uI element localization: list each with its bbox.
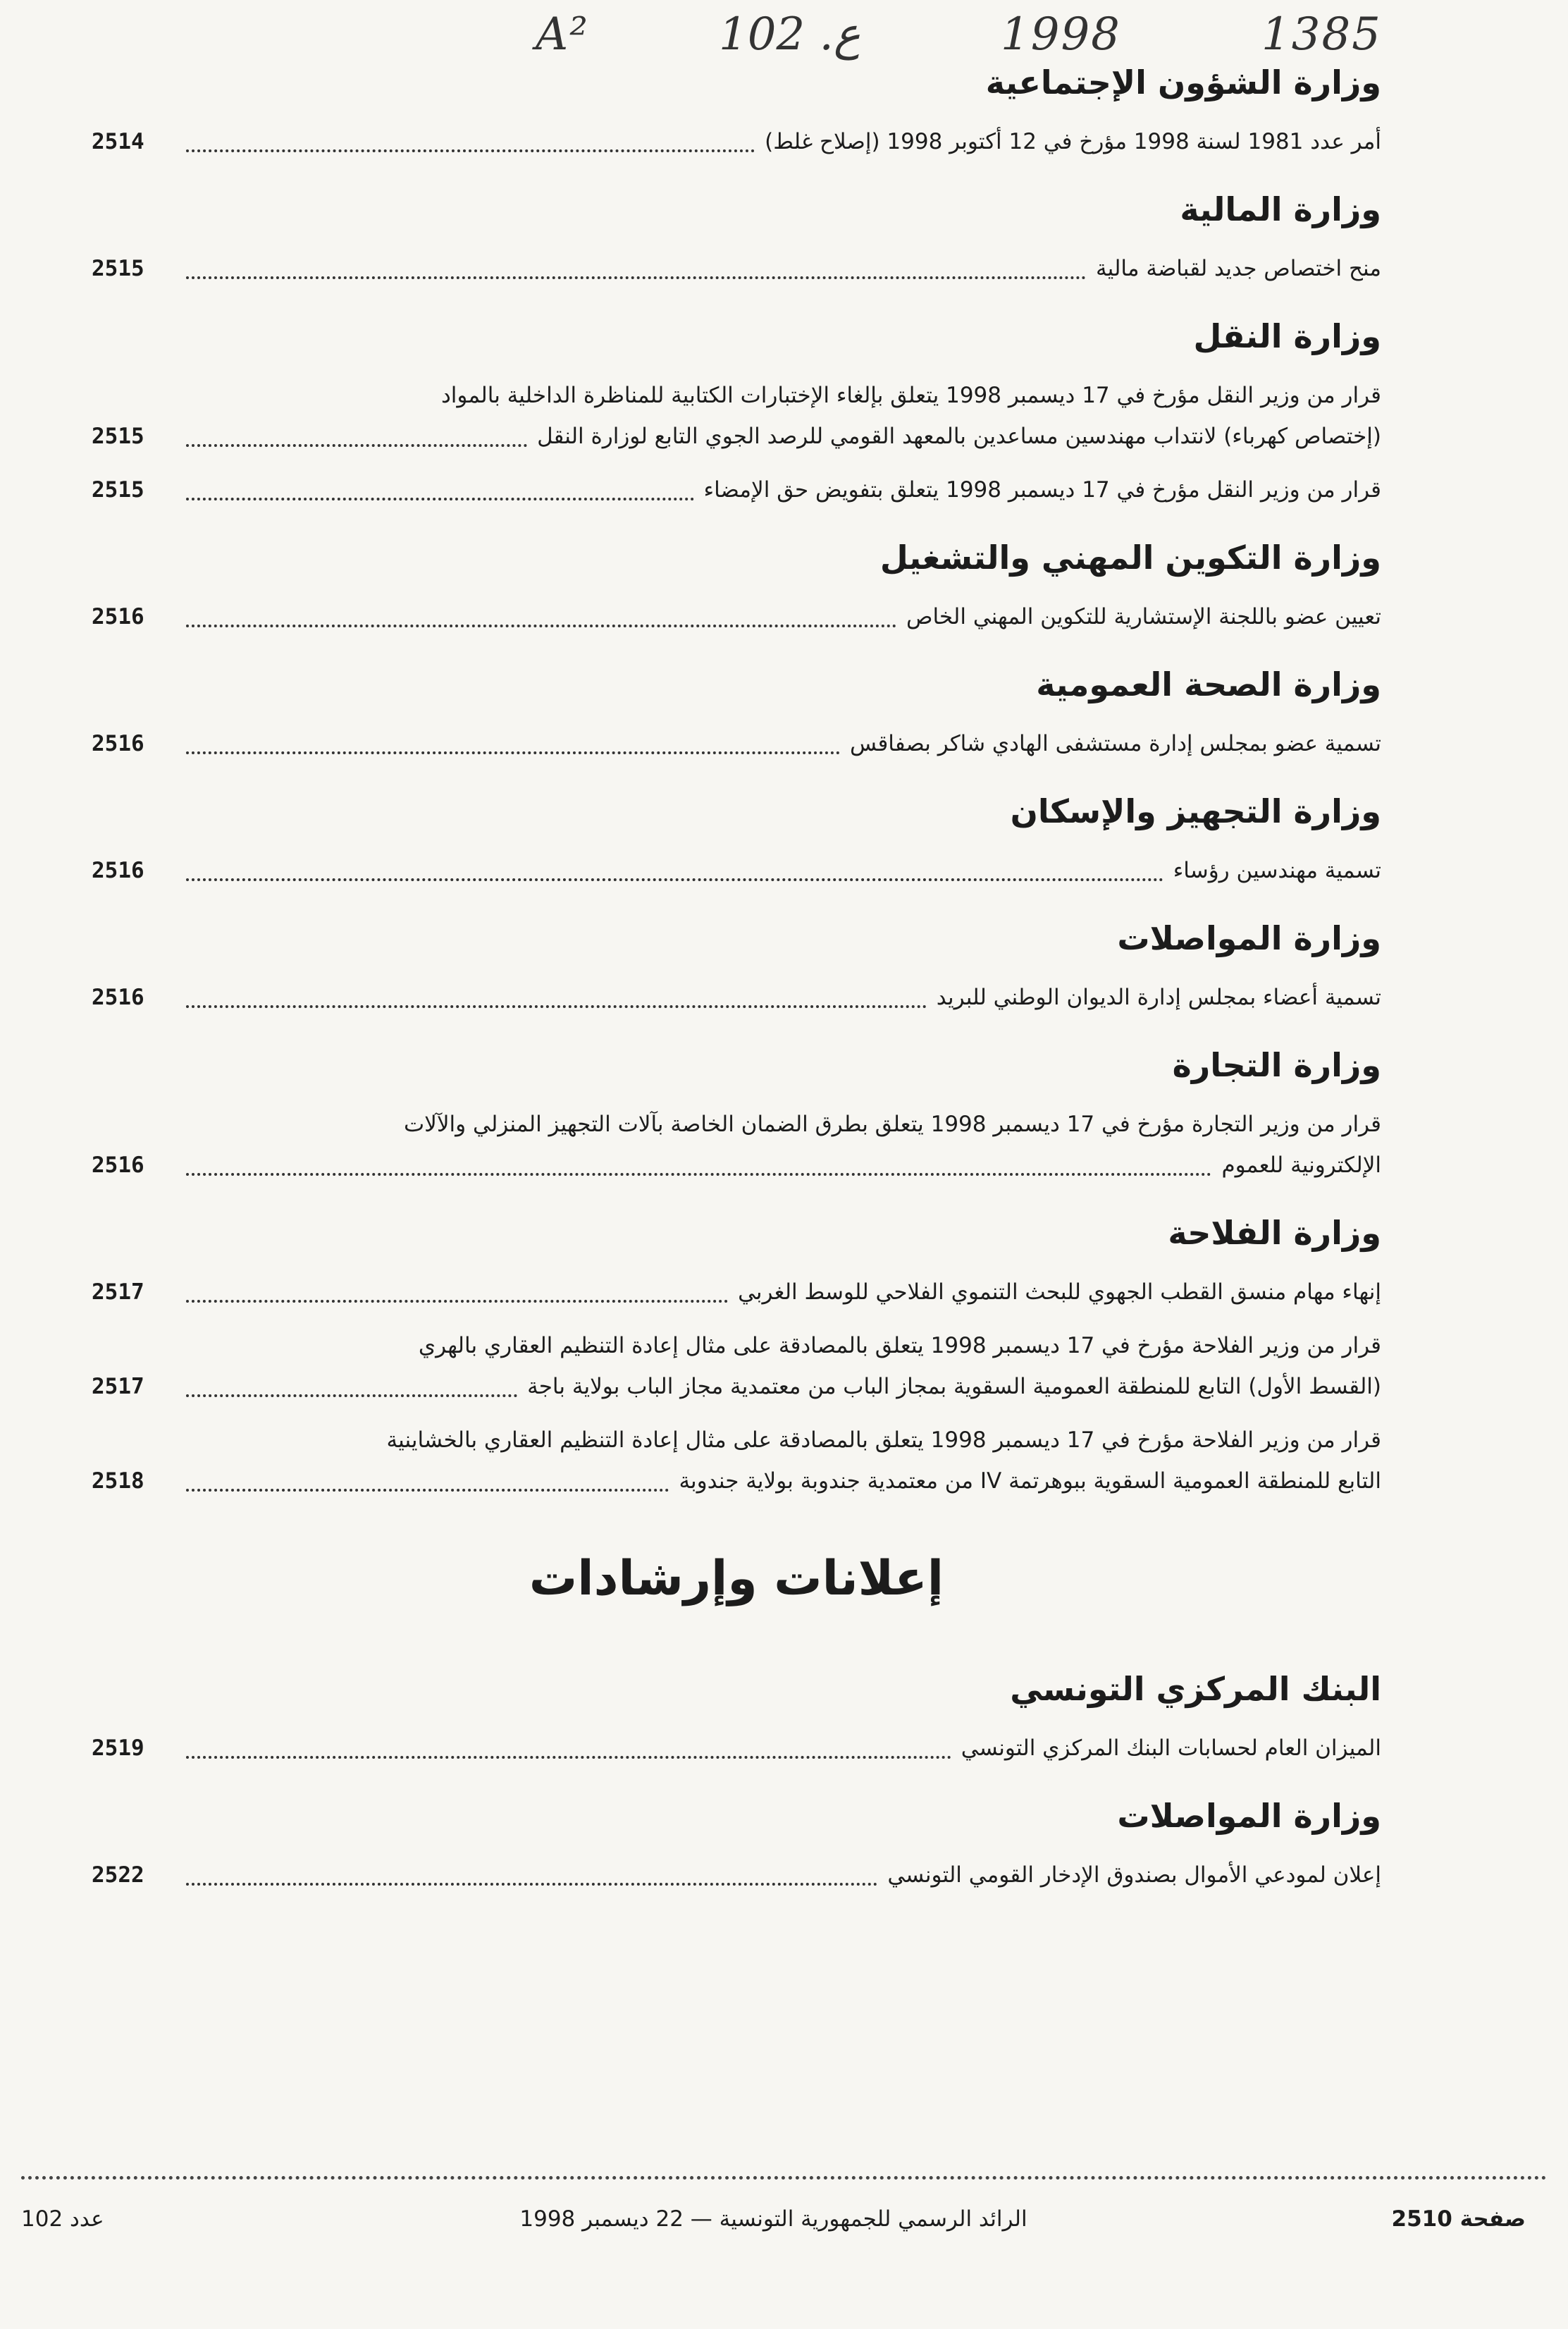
toc-entry xyxy=(92,1420,1381,1501)
ministry-section xyxy=(92,1214,1381,1501)
dot-leader xyxy=(186,625,896,627)
section-title: وزارة التجارة xyxy=(1172,1046,1381,1084)
dot-leader xyxy=(186,444,527,447)
entry-text-line: إنهاء مهام منسق القطب الجهوي للبحث التنموي الفلاحي للوسط الغربي xyxy=(738,1279,1381,1305)
entry-page-number: 2518 xyxy=(92,1468,144,1494)
entry-text-line: قرار من وزير التجارة مؤرخ في 17 ديسمبر 1998 يتعلق بطرق الضمان الخاصة بآلات التجهيز المنزلي والآلات xyxy=(404,1112,1381,1137)
entry-text-line: (القسط الأول) التابع للمنطقة العمومية السقوية بمجاز الباب من معتمدية مجاز الباب بولاية باجة xyxy=(527,1374,1381,1399)
ministry-section xyxy=(92,792,1381,891)
ministry-section xyxy=(92,1797,1381,1895)
entry-text-line: قرار من وزير النقل مؤرخ في 17 ديسمبر 1998 يتعلق بتفويض حق الإمضاء xyxy=(703,477,1381,503)
toc-entry xyxy=(92,723,1381,764)
issue-number: عدد 102 xyxy=(21,2206,104,2232)
toc-entry xyxy=(92,1325,1381,1407)
toc-entry xyxy=(92,121,1381,162)
ministry-section xyxy=(92,317,1381,510)
footer-divider xyxy=(21,2176,1547,2180)
entry-text-line: منح اختصاص جديد لقباضة مالية xyxy=(1096,256,1381,281)
entry-page-number: 2515 xyxy=(92,424,144,449)
ministry-section xyxy=(92,190,1381,289)
dot-leader xyxy=(186,1173,1211,1176)
announcements-heading: إعلانات وإرشادات xyxy=(529,1551,944,1606)
entry-text-line: الإلكترونية للعموم xyxy=(1221,1153,1381,1178)
section-title: وزارة التكوين المهني والتشغيل xyxy=(879,539,1381,577)
section-title: وزارة الصحة العمومية xyxy=(1036,665,1381,703)
section-title: وزارة المواصلات xyxy=(1117,1797,1381,1835)
entry-text-line: إعلان لمودعي الأموال بصندوق الإدخار القومي التونسي xyxy=(887,1862,1381,1888)
dot-leader xyxy=(186,1489,669,1492)
ministry-section xyxy=(92,1046,1381,1186)
toc-entry xyxy=(92,850,1381,891)
dot-leader xyxy=(186,1756,951,1759)
dot-leader xyxy=(186,149,755,152)
handwritten-note-d: 1385 xyxy=(1261,8,1382,61)
ministry-section xyxy=(92,665,1381,764)
toc-entry xyxy=(92,596,1381,637)
dot-leader xyxy=(186,1883,877,1886)
entry-page-number: 2516 xyxy=(92,858,144,883)
dot-leader xyxy=(186,276,1086,279)
entry-text-line: التابع للمنطقة العمومية السقوية ببوهرتمة IV من معتمدية جندوبة بولاية جندوبة xyxy=(679,1468,1381,1494)
entry-text-line: قرار من وزير الفلاحة مؤرخ في 17 ديسمبر 1998 يتعلق بالمصادقة على مثال إعادة التنظيم العقاري بالخشاينية xyxy=(386,1427,1381,1453)
handwritten-note-a: A² xyxy=(536,8,589,61)
toc-entry xyxy=(92,1728,1381,1769)
entry-text-line: أمر عدد 1981 لسنة 1998 مؤرخ في 12 أكتوبر 1998 (إصلاح غلط) xyxy=(765,129,1381,154)
section-title: وزارة الشؤون الإجتماعية xyxy=(985,63,1381,102)
toc-entry xyxy=(92,1855,1381,1895)
ministry-section xyxy=(92,919,1381,1018)
toc-entry xyxy=(92,1104,1381,1186)
dot-leader xyxy=(186,878,1163,881)
section-title: وزارة المالية xyxy=(1180,190,1381,228)
ministry-section xyxy=(92,63,1381,162)
handwritten-note-b: 102 .ع xyxy=(719,8,861,61)
entry-page-number: 2514 xyxy=(92,129,144,154)
toc-entry xyxy=(92,977,1381,1018)
entry-text-line: الميزان العام لحسابات البنك المركزي التونسي xyxy=(961,1735,1381,1761)
dot-leader xyxy=(186,1394,517,1397)
handwritten-note-c: 1998 xyxy=(1001,8,1121,61)
entry-page-number: 2517 xyxy=(92,1279,144,1305)
ministry-section xyxy=(92,1670,1381,1769)
entry-page-number: 2522 xyxy=(92,1862,144,1888)
section-title: وزارة المواصلات xyxy=(1117,919,1381,957)
dot-leader xyxy=(186,1005,927,1008)
entry-page-number: 2515 xyxy=(92,477,144,503)
page-number-label: صفحة 2510 xyxy=(1391,2206,1526,2232)
entry-text-line: تسمية أعضاء بمجلس إدارة الديوان الوطني للبريد xyxy=(936,985,1381,1010)
section-title: وزارة التجهيز والإسكان xyxy=(1010,792,1381,830)
toc-entry xyxy=(92,375,1381,457)
dot-leader xyxy=(186,498,694,500)
entry-page-number: 2516 xyxy=(92,1153,144,1178)
page-footer xyxy=(21,2206,1526,2242)
section-title: البنك المركزي التونسي xyxy=(1010,1670,1381,1708)
table-of-contents xyxy=(92,63,1381,1924)
ministry-section xyxy=(92,539,1381,637)
section-title: وزارة الفلاحة xyxy=(1168,1214,1381,1252)
entry-text-line: تسمية عضو بمجلس إدارة مستشفى الهادي شاكر بصفاقس xyxy=(849,731,1381,756)
entry-text-line: (إختصاص كهرباء) لانتداب مهندسين مساعدين بالمعهد القومي للرصد الجوي التابع لوزارة النقل xyxy=(537,424,1381,449)
entry-page-number: 2517 xyxy=(92,1374,144,1399)
toc-entry xyxy=(92,1272,1381,1313)
entry-text-line: قرار من وزير النقل مؤرخ في 17 ديسمبر 1998 يتعلق بإلغاء الإختبارات الكتابية للمناظرة الداخلية بالمواد xyxy=(440,383,1381,408)
entry-page-number: 2519 xyxy=(92,1735,144,1761)
entry-text-line: قرار من وزير الفلاحة مؤرخ في 17 ديسمبر 1998 يتعلق بالمصادقة على مثال إعادة التنظيم العقاري بالهري xyxy=(418,1333,1381,1358)
entry-text-line: تسمية مهندسين رؤساء xyxy=(1173,858,1381,883)
section-title: وزارة النقل xyxy=(1193,317,1381,355)
journal-title: الرائد الرسمي للجمهورية التونسية — 22 ديسمبر 1998 xyxy=(519,2206,1027,2232)
dot-leader xyxy=(186,751,840,754)
entry-page-number: 2515 xyxy=(92,256,144,281)
toc-entry xyxy=(92,469,1381,510)
toc-entry xyxy=(92,248,1381,289)
dot-leader xyxy=(186,1300,728,1303)
entry-page-number: 2516 xyxy=(92,731,144,756)
entry-page-number: 2516 xyxy=(92,985,144,1010)
entry-page-number: 2516 xyxy=(92,604,144,629)
entry-text-line: تعيين عضو باللجنة الإستشارية للتكوين المهني الخاص xyxy=(906,604,1381,629)
